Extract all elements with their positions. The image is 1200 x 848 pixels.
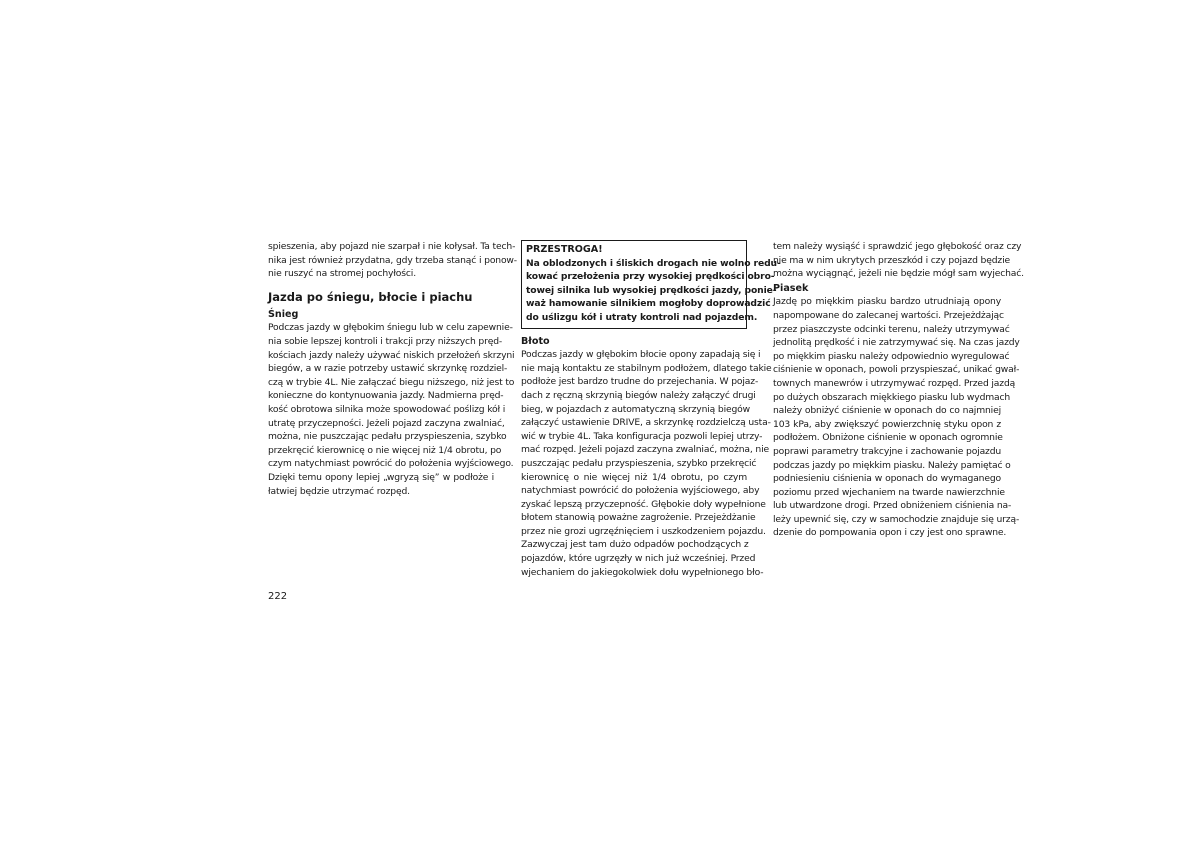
sand-paragraph [773,295,1020,540]
text-line: można wyciągnąć, jeżeli nie będzie mógł sam wyjechać. [773,268,1024,280]
warning-box [521,240,781,329]
text-line: kować przełożenia przy wysokiej prędkości obro- [526,271,775,283]
mud-paragraph [521,348,772,579]
text-line: mać rozpęd. Jeżeli pojazd zaczyna zwalniać, można, nie [521,444,769,456]
text-line: kierownicę o nie więcej niż 1/4 obrotu, po czym [521,471,747,483]
text-line: towej silnika lub wysokiej prędkości jazdy, ponie- [526,284,777,296]
mud-heading: Błoto [521,335,550,347]
text-line: podczas jazdy po miękkim piasku. Należy pamiętać o [773,459,1011,471]
text-line: Podczas jazdy w głębokim śniegu lub w celu zapewnie- [268,322,513,334]
snow-heading: Śnieg [268,308,299,320]
text-line: poziomu przed wjechaniem na twarde nawierzchnie [773,486,1005,498]
intro-paragraph [773,240,1024,281]
text-line: Podczas jazdy w głębokim błocie opony zapadają się i [521,349,761,361]
text-line: do uślizgu kół i utraty kontroli nad pojazdem. [526,311,758,323]
text-line: przez nie grozi ugrzęźnięciem i uszkodzeniem pojazdu. [521,525,766,537]
text-line: biegów, a w razie potrzeby ustawić skrzynkę rozdziel- [268,363,508,375]
text-line: ciśnienie w oponach, powoli przyspieszać, unikać gwał- [773,364,1020,376]
warning-body [526,257,781,325]
text-line: pojazdów, które ugrzęzły w nich już wcześniej. Przed [521,553,756,565]
text-line: Zazwyczaj jest tam dużo odpadów pochodzących z [521,539,749,551]
text-line: błotem stanowią poważne zagrożenie. Przejeżdżanie [521,512,756,524]
text-line: po dużych obszarach miękkiego piasku lub wydmach [773,391,1011,403]
text-line: leży upewnić się, czy w samochodzie znajduje się urzą- [773,513,1020,525]
text-line: tem należy wysiąść i sprawdzić jego głębokość oraz czy [773,241,1022,252]
text-line: 103 kPa, aby zwiększyć powierzchnię styku opon z [773,418,1001,430]
text-line: konieczne do kontynuowania jazdy. Nadmierna pręd- [268,390,504,402]
text-line: czym natychmiast powrócić do położenia wyjściowego. [268,458,514,470]
text-line: przekręcić kierownicę o nie więcej niż 1/4 obrotu, po [268,444,502,456]
text-line: waż hamowanie silnikiem mogłoby doprowadzić [526,298,771,310]
intro-paragraph [268,240,517,281]
text-line: podniesieniu ciśnienia w oponach do wymaganego [773,473,1001,485]
text-line: przez piaszczyste odcinki terenu, należy utrzymywać [773,323,1010,335]
snow-paragraph [268,321,515,498]
text-line: kościach jazdy należy używać niskich przełożeń skrzyni [268,349,515,361]
text-line: po miękkim piasku należy odpowiednio wyregulować [773,350,1010,362]
text-line: Na oblodzonych i śliskich drogach nie wolno redu- [526,257,781,269]
text-line: spieszenia, aby pojazd nie szarpał i nie kołysał. Ta tech- [268,241,516,252]
page-number: 222 [268,591,288,602]
text-line: kość obrotowa silnika może spowodować poślizg kół i [268,403,506,415]
column-right [773,240,1024,540]
text-line: można, nie puszczając pedału przyspieszenia, szybko [268,431,507,443]
text-line: dzenie do pompowania opon i czy jest ono sprawne. [773,527,1007,539]
text-line: nie mają kontaktu ze stabilnym podłożem, dlatego takie [521,362,772,374]
text-line: zyskać lepszą przyczepność. Głębokie doły wypełnione [521,498,766,510]
text-line: nie ma w nim ukrytych przeszkód i czy pojazd będzie [773,254,1010,266]
text-line: podłoże jest bardzo trudne do przejechania. W pojaz- [521,376,759,388]
text-line: wić w trybie 4L. Taka konfiguracja pozwoli lepiej utrzy- [521,430,763,442]
text-line: townych manewrów i utrzymywać rozpęd. Przed jazdą [773,377,1016,389]
text-line: poprawi parametry trakcyjne i zachowanie pojazdu [773,445,1002,457]
text-line: łatwiej będzie utrzymać rozpęd. [268,485,410,497]
text-line: dach z ręczną skrzynią biegów należy załączyć drugi [521,389,756,401]
section-title: Jazda po śniegu, błocie i piachu [268,289,473,304]
text-line: nie ruszyć na stromej pochyłości. [268,268,416,280]
text-line: utratę przyczepności. Jeżeli pojazd zaczyna zwalniać, [268,417,505,429]
text-line: napompowane do zalecanej wartości. Przejeżdżając [773,309,1004,321]
text-line: nika jest również przydatna, gdy trzeba stanąć i ponow- [268,254,517,266]
text-line: Dzięki temu opony lepiej „wgryzą się” w podłoże i [268,471,494,483]
column-left [268,240,517,498]
text-line: lub utwardzone drogi. Przed obniżeniem ciśnienia na- [773,500,1012,512]
text-line: załączyć ustawienie DRIVE, a skrzynkę rozdzielczą usta- [521,417,771,429]
warning-title: PRZESTROGA! [526,244,603,255]
text-line: puszczając pedału przyspieszenia, szybko przekręcić [521,457,757,469]
text-line: bieg, w pojazdach z automatyczną skrzynią biegów [521,403,751,415]
text-line: natychmiast powrócić do położenia wyjściowego, aby [521,485,760,497]
text-line: podłożem. Obniżone ciśnienie w oponach ogromnie [773,432,1003,444]
text-line: wjechaniem do jakiegokolwiek dołu wypełnionego bło- [521,566,764,578]
column-middle [521,240,781,579]
sand-heading: Piasek [773,282,809,294]
text-line: jednolitą prędkość i nie zatrzymywać się. Na czas jazdy [773,337,1020,349]
text-line: nia sobie lepszej kontroli i trakcji przy niższych pręd- [268,335,503,347]
text-line: czą w trybie 4L. Nie załączać biegu niższego, niż jest to [268,376,515,388]
text-line: Jazdę po miękkim piasku bardzo utrudniają opony [773,296,1001,308]
text-line: należy obniżyć ciśnienie w oponach do co najmniej [773,405,1001,417]
